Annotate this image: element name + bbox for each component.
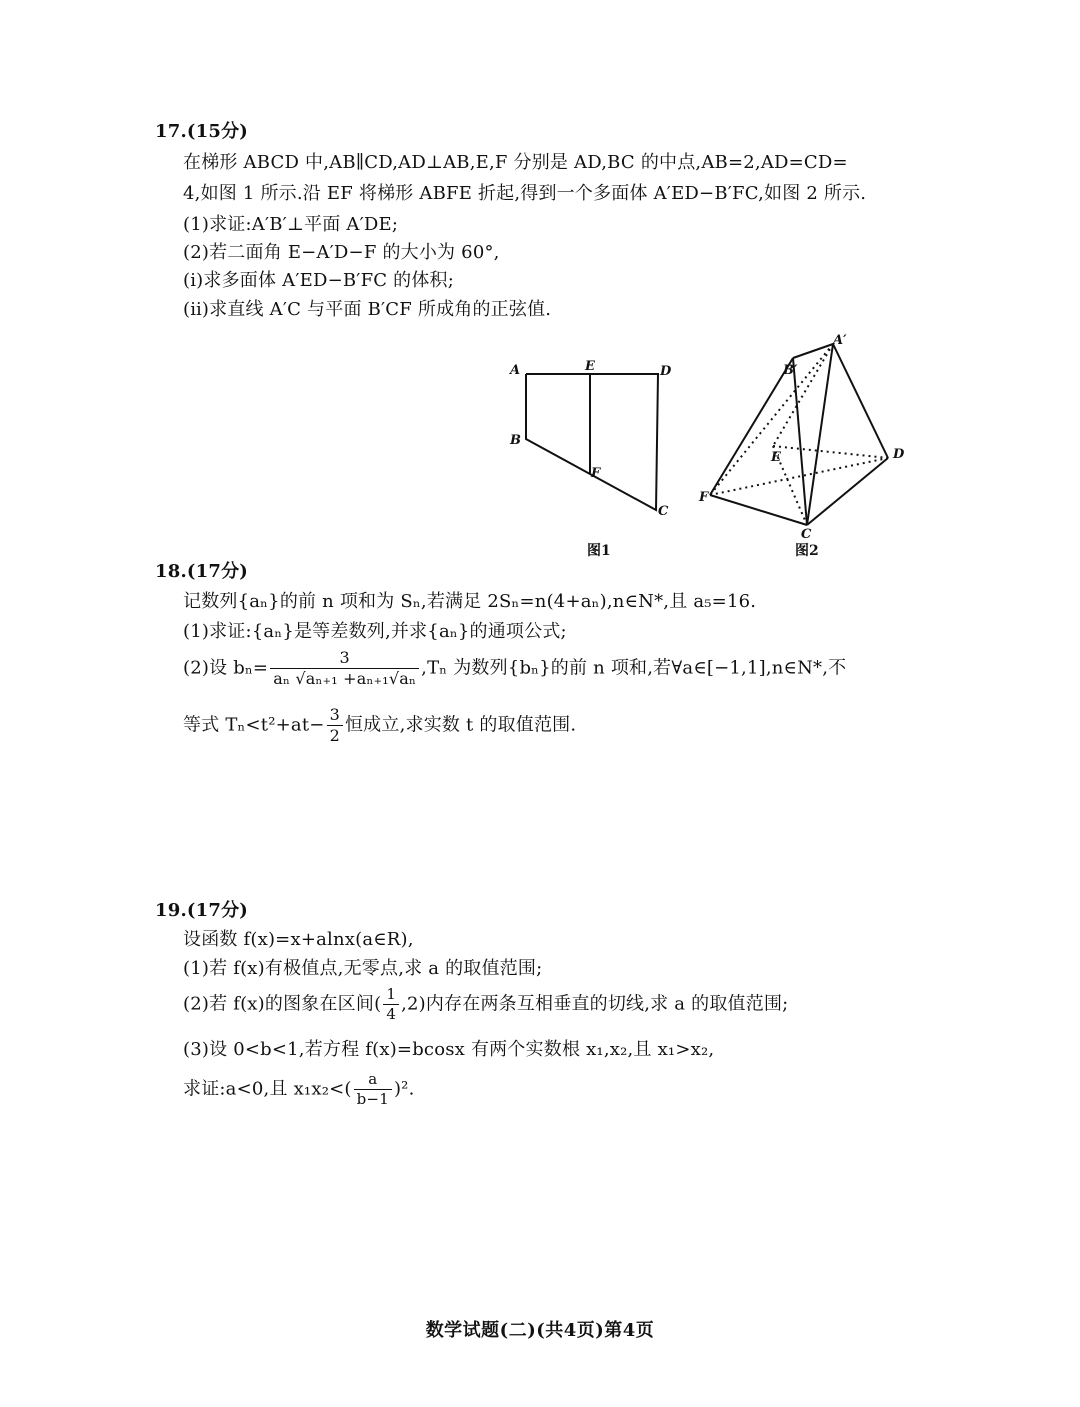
q19-quarter-fraction (383, 985, 399, 1024)
fig1-label-f: F (591, 466, 601, 481)
fig2-label-b: B′ (783, 363, 798, 378)
figure-1-trapezoid (500, 355, 690, 565)
q17-part-2: (2)若二面角 E−A′D−F 的大小为 60°, (183, 242, 500, 263)
q19-line-5-suffix: )². (393, 1078, 415, 1100)
q17-part-2ii: (ⅱ)求直线 A′C 与平面 B′CF 所成角的正弦值. (183, 299, 552, 320)
fig2-label-e: E (771, 450, 781, 465)
fig2-caption: 图2 (795, 543, 819, 559)
fig1-label-d: D (660, 364, 672, 379)
q19-frac-den: 4 (386, 1005, 397, 1023)
q19-part-2-suffix: ,2)内存在两条互相垂直的切线,求 a 的取值范围; (401, 993, 789, 1015)
q19-frac2-num: a (354, 1070, 392, 1090)
q17-heading: 17.(15分) (155, 121, 248, 142)
q17-part-1: (1)求证:A′B′⊥平面 A′DE; (183, 214, 399, 235)
q19-part-2-prefix: (2)若 f(x)的图象在区间( (183, 993, 382, 1015)
fig2-label-c: C (801, 527, 812, 542)
q17-line-2: 4,如图 1 所示.沿 EF 将梯形 ABFE 折起,得到一个多面体 A′ED−B′FC,如图 2 所示. (183, 183, 867, 204)
q19-frac-num: 1 (383, 985, 399, 1005)
q18-line-4-suffix: 恒成立,求实数 t 的取值范围. (344, 714, 577, 736)
fig1-label-b: B (510, 433, 521, 448)
q17-part-2i: (ⅰ)求多面体 A′ED−B′FC 的体积; (183, 270, 455, 291)
q18-bn-denominator: aₙ √aₙ₊₁ +aₙ₊₁√aₙ (273, 669, 417, 688)
q18-line-4-prefix: 等式 Tₙ<t²+at− (183, 714, 325, 736)
fig1-label-e: E (585, 359, 595, 374)
q19-line-5 (183, 1070, 415, 1109)
q18-line-1: 记数列{aₙ}的前 n 项和为 Sₙ,若满足 2Sₙ=n(4+aₙ),n∈N*,且 a₅=16. (183, 591, 757, 612)
q18-part-2-prefix: (2)设 bₙ= (183, 657, 269, 679)
q19-a-over-b-fraction (354, 1070, 392, 1109)
q18-bn-numerator: 3 (270, 648, 419, 669)
page-footer: 数学试题(二)(共4页)第4页 (425, 1320, 655, 1341)
q17-line-1: 在梯形 ABCD 中,AB∥CD,AD⊥AB,E,F 分别是 AD,BC 的中点,AB=2,AD=CD= (183, 152, 848, 173)
fig2-label-a: A′ (833, 333, 847, 348)
fig2-label-f: F (699, 490, 709, 505)
q19-part-1: (1)若 f(x)有极值点,无零点,求 a 的取值范围; (183, 958, 543, 979)
q18-part-1: (1)求证:{aₙ}是等差数列,并求{aₙ}的通项公式; (183, 621, 567, 642)
q18-part-2 (183, 648, 846, 689)
fig2-label-d: D (893, 447, 905, 462)
q18-heading: 18.(17分) (155, 561, 248, 582)
q18-part-2-suffix: ,Tₙ 为数列{bₙ}的前 n 项和,若∀a∈[−1,1],n∈N*,不 (421, 657, 847, 679)
q18-frac-den: 2 (329, 726, 340, 745)
q18-frac-num: 3 (327, 705, 343, 726)
q19-line-5-prefix: 求证:a<0,且 x₁x₂<( (183, 1078, 352, 1100)
q19-frac2-den: b−1 (356, 1090, 389, 1108)
q19-part-3: (3)设 0<b<1,若方程 f(x)=bcosx 有两个实数根 x₁,x₂,且 x₁>x₂, (183, 1039, 715, 1060)
q18-bn-fraction (270, 648, 419, 689)
fig1-label-c: C (658, 504, 669, 519)
q19-heading: 19.(17分) (155, 900, 248, 921)
q18-three-halves (327, 705, 343, 746)
figure-2-polyhedron (695, 330, 915, 565)
q19-part-2 (183, 985, 788, 1024)
fig1-label-a: A (510, 363, 521, 378)
fig1-caption: 图1 (587, 543, 611, 559)
q18-line-4 (183, 705, 576, 746)
q19-line-1: 设函数 f(x)=x+alnx(a∈R), (183, 929, 414, 950)
